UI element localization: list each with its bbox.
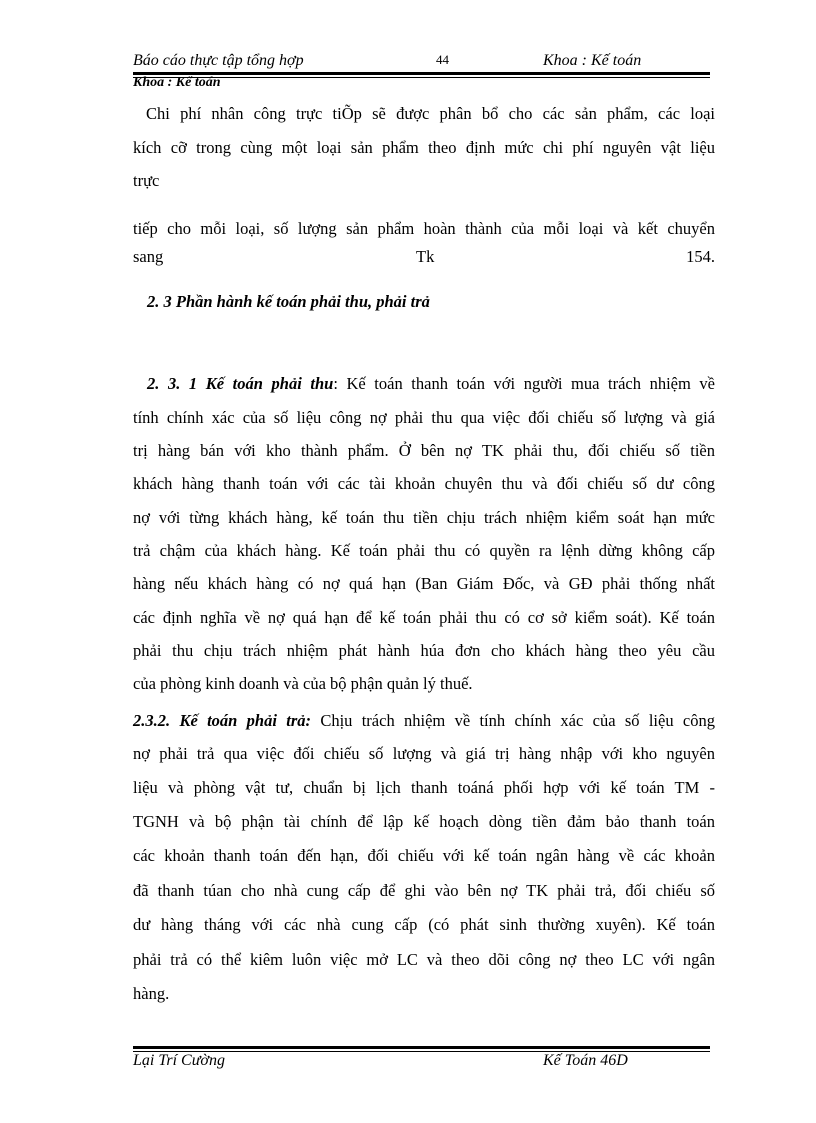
sec232-line9: hàng. [133, 984, 170, 1003]
sec232-line6: đã thanh túan cho nhà cung cấp để ghi vào bên nợ TK phải trả, đối chiếu số [133, 881, 715, 900]
sec231-label: 2. 3. 1 Kế toán phải thu [147, 374, 334, 393]
header-department: Khoa : Kế toán [543, 52, 642, 69]
sec231-line7: hàng nếu khách hàng có nợ quá hạn (Ban Giám Đốc, và GĐ phải thống nhất [133, 574, 715, 593]
sec231-line9: phải thu chịu trách nhiệm phát hành húa đơn cho khách hàng theo yêu cầu [133, 641, 715, 660]
sec232-label: 2.3.2. Kế toán phải trả: [133, 711, 311, 730]
sec231-line10: của phòng kinh doanh và của bộ phận quản lý thuế. [133, 674, 473, 693]
sec231-line1: 2. 3. 1 Kế toán phải thu: Kế toán thanh toán với người mua trách nhiệm về [147, 374, 715, 393]
footer-class: Kế Toán 46D [543, 1052, 628, 1069]
header-subtitle: Khoa : Kế toán [133, 76, 221, 88]
sec231-line3: trị hàng bán với kho thành phẩm. Ở bên nợ TK phải thu, đối chiếu số tiền [133, 441, 715, 460]
sec232-line5: các khoản thanh toán đến hạn, đối chiếu với kế toán ngân hàng về các khoản [133, 846, 715, 865]
section-heading: 2. 3 Phần hành kế toán phải thu, phải trả [147, 292, 430, 311]
header-title: Báo cáo thực tập tổng hợp [133, 52, 304, 69]
word-154: 154. [686, 247, 715, 266]
sec232-line4: TGNH và bộ phận tài chính để lập kế hoạch dòng tiền đảm bảo thanh toán [133, 812, 715, 831]
sec232-line7: dư hàng tháng với các nhà cung cấp (có phát sinh thường xuyên). Kế toán [133, 915, 715, 934]
word-tk: Tk [416, 247, 435, 266]
para1-line1: Chi phí nhân công trực tiÕp sẽ được phân bổ cho các sản phẩm, các loại [146, 104, 715, 123]
para1-line2: kích cỡ trong cùng một loại sản phẩm theo định mức chi phí nguyên vật liệu [133, 138, 715, 157]
para2-line1: tiếp cho mỗi loại, số lượng sản phẩm hoàn thành của mỗi loại và kết chuyển [133, 219, 715, 238]
sec232-line2: nợ phải trả qua việc đối chiếu số lượng và giá trị hàng nhập với kho nguyên [133, 744, 715, 763]
para1-line3: trực [133, 171, 160, 190]
footer-rule-thick [133, 1046, 710, 1049]
sec231-line6: trả chậm của khách hàng. Kế toán phải thu có quyền ra lệnh dừng không cấp [133, 541, 715, 560]
word-sang: sang [133, 247, 164, 266]
footer-author: Lại Trí Cường [133, 1052, 225, 1069]
header-rule-thick [133, 72, 710, 75]
page-number: 44 [436, 52, 449, 67]
sec231-line8: các định nghĩa về nợ quá hạn để kế toán phải thu có cơ sở kiểm soát). Kế toán [133, 608, 715, 627]
sec231-line5: nợ với từng khách hàng, kế toán thu tiền chịu trách nhiệm kiểm soát hạn mức [133, 508, 715, 527]
sec232-line3: liệu và phòng vật tư, chuẩn bị lịch thanh toáná phối hợp với kế toán TM - [133, 778, 715, 797]
sec232-line8: phải trả có thể kiêm luôn việc mở LC và theo dõi công nợ theo LC với ngân [133, 950, 715, 969]
sec231-line4: khách hàng thanh toán với các tài khoản chuyên thu và đối chiếu số dư công [133, 474, 715, 493]
sec231-line2: tính chính xác của số liệu công nợ phải thu qua việc đối chiếu số lượng và giá [133, 408, 715, 427]
sec232-line1: 2.3.2. Kế toán phải trả: Chịu trách nhiệm về tính chính xác của số liệu công [133, 711, 715, 730]
